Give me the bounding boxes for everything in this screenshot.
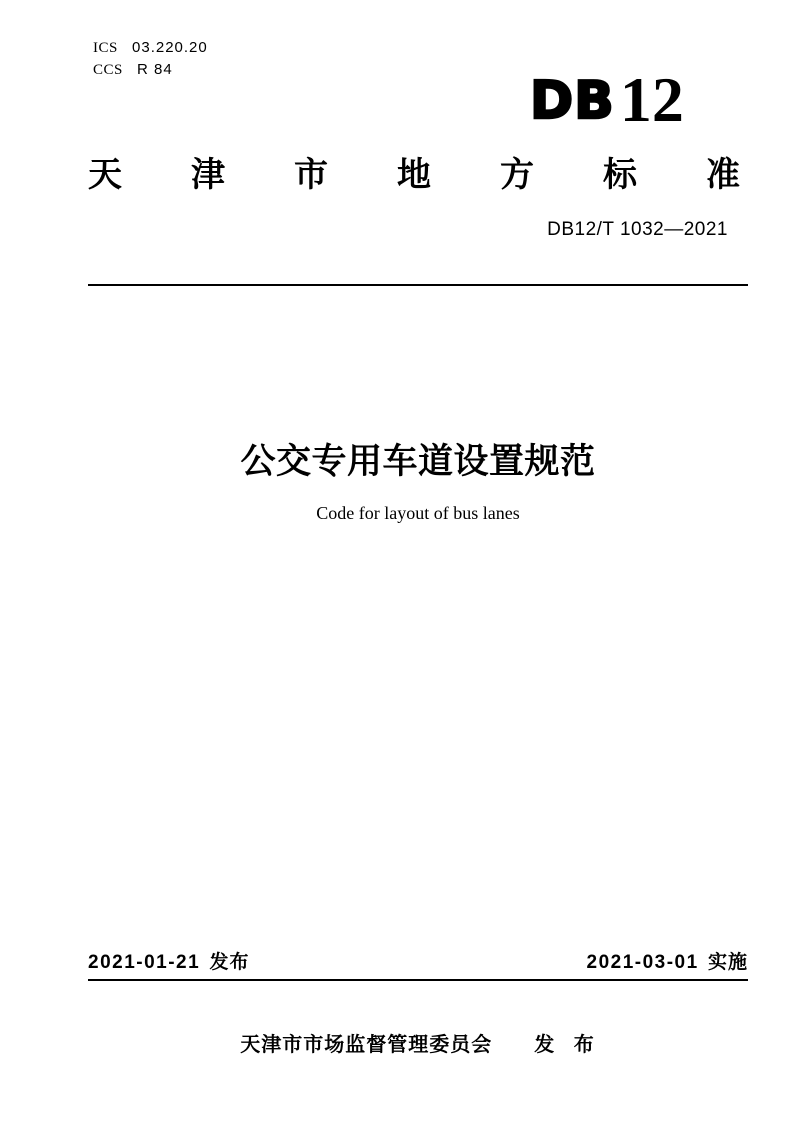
heading-char: 市: [294, 156, 328, 194]
heading-char: 地: [397, 156, 431, 194]
classification-codes: [93, 37, 208, 81]
publisher-name: 天津市市场监督管理委员会: [240, 1034, 493, 1056]
header-divider-rule: [88, 284, 748, 286]
ics-value: 03.220.20: [132, 39, 208, 56]
standard-title-chinese: 公交专用车道设置规范: [240, 442, 596, 481]
issue-date-label: 发布: [209, 952, 250, 973]
heading-char: 津: [191, 156, 225, 194]
issue-date-block: [88, 950, 250, 976]
standard-number: DB12/T 1032—2021: [547, 219, 728, 240]
heading-char: 准: [706, 156, 740, 194]
db12-logo-number: 12: [619, 64, 684, 135]
dates-row: [88, 950, 748, 976]
heading-char: 方: [500, 156, 534, 194]
standard-type-heading: [88, 152, 740, 198]
ccs-label: CCS: [93, 62, 123, 78]
db12-logo-letters: DB: [530, 71, 615, 131]
ccs-value: R 84: [137, 61, 173, 78]
implementation-date: 2021-03-01: [586, 952, 699, 973]
publisher-row: [88, 1028, 748, 1057]
footer-divider-rule: [88, 979, 748, 981]
ics-code-line: [93, 37, 208, 59]
implementation-date-block: [587, 950, 749, 976]
heading-char: 标: [603, 156, 637, 194]
implementation-date-label: 实施: [707, 952, 748, 973]
publish-label: 发 布: [534, 1034, 596, 1056]
issue-date: 2021-01-21: [88, 952, 201, 973]
standard-title-english: Code for layout of bus lanes: [316, 503, 520, 523]
heading-char: 天: [88, 156, 122, 194]
db12-logo: [530, 64, 684, 135]
ics-label: ICS: [93, 40, 118, 56]
ccs-code-line: [93, 59, 208, 81]
